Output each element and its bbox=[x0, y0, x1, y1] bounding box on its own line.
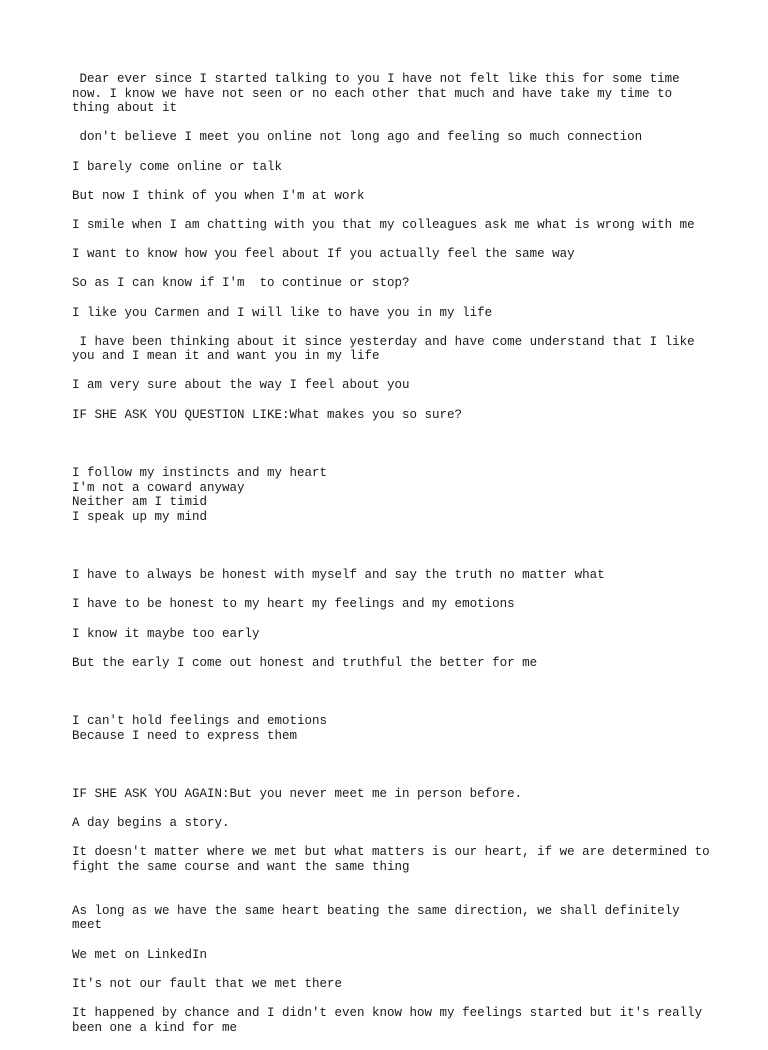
paragraph-doesnt-matter: It doesn't matter where we met but what matters is our heart, if we are determined to fight the same course and want the same thing bbox=[72, 845, 718, 875]
paragraph-thinking: I have been thinking about it since yesterday and have come understand that I like you and I mean it and want you in my life bbox=[72, 334, 703, 364]
paragraph-continue-or-stop: So as I can know if I'm to continue or stop? bbox=[72, 276, 410, 291]
document-page bbox=[72, 72, 718, 1050]
paragraph-linkedin: We met on LinkedIn bbox=[72, 947, 208, 962]
paragraph-honest-myself: I have to always be honest with myself and say the truth no matter what bbox=[72, 568, 605, 583]
paragraph-barely-online: I barely come online or talk bbox=[72, 159, 283, 174]
text-line: I speak up my mind bbox=[72, 509, 208, 524]
paragraph-at-work: But now I think of you when I'm at work bbox=[72, 188, 365, 203]
paragraph-same-heart: As long as we have the same heart beating the same direction, we shall definitely meet bbox=[72, 903, 688, 933]
paragraph-early-honest: But the early I come out honest and truthful the better for me bbox=[72, 655, 538, 670]
paragraph-smile: I smile when I am chatting with you that my colleagues ask me what is wrong with me bbox=[72, 217, 695, 232]
text-line: I can't hold feelings and emotions bbox=[72, 714, 328, 729]
paragraph-intro: Dear ever since I started talking to you I have not felt like this for some time now. I know we have not seen or no each other that much and have take my time to thing about it bbox=[72, 72, 688, 116]
paragraph-question-again: IF SHE ASK YOU AGAIN:But you never meet me in person before. bbox=[72, 787, 523, 802]
text-line: Because I need to express them bbox=[72, 728, 298, 743]
text-line: I'm not a coward anyway bbox=[72, 480, 245, 495]
text-line: I follow my instincts and my heart bbox=[72, 466, 328, 481]
paragraph-by-chance: It happened by chance and I didn't even know how my feelings started but it's really been one a kind for me bbox=[72, 1006, 710, 1035]
paragraph-feelings bbox=[72, 685, 712, 773]
paragraph-very-sure: I am very sure about the way I feel about you bbox=[72, 378, 410, 393]
paragraph-not-our-fault: It's not our fault that we met there bbox=[72, 976, 343, 991]
paragraph-too-early: I know it maybe too early bbox=[72, 626, 260, 641]
paragraph-like-carmen: I like you Carmen and I will like to have you in my life bbox=[72, 305, 493, 320]
paragraph-day-begins: A day begins a story. bbox=[72, 816, 230, 831]
paragraph-honest-heart: I have to be honest to my heart my feelings and my emotions bbox=[72, 597, 515, 612]
paragraph-connection: don't believe I meet you online not long ago and feeling so much connection bbox=[72, 130, 643, 145]
text-line: Neither am I timid bbox=[72, 495, 208, 510]
paragraph-how-you-feel: I want to know how you feel about If you actually feel the same way bbox=[72, 247, 575, 262]
paragraph-question-sure: IF SHE ASK YOU QUESTION LIKE:What makes you so sure? bbox=[72, 407, 463, 422]
paragraph-instincts bbox=[72, 437, 712, 554]
